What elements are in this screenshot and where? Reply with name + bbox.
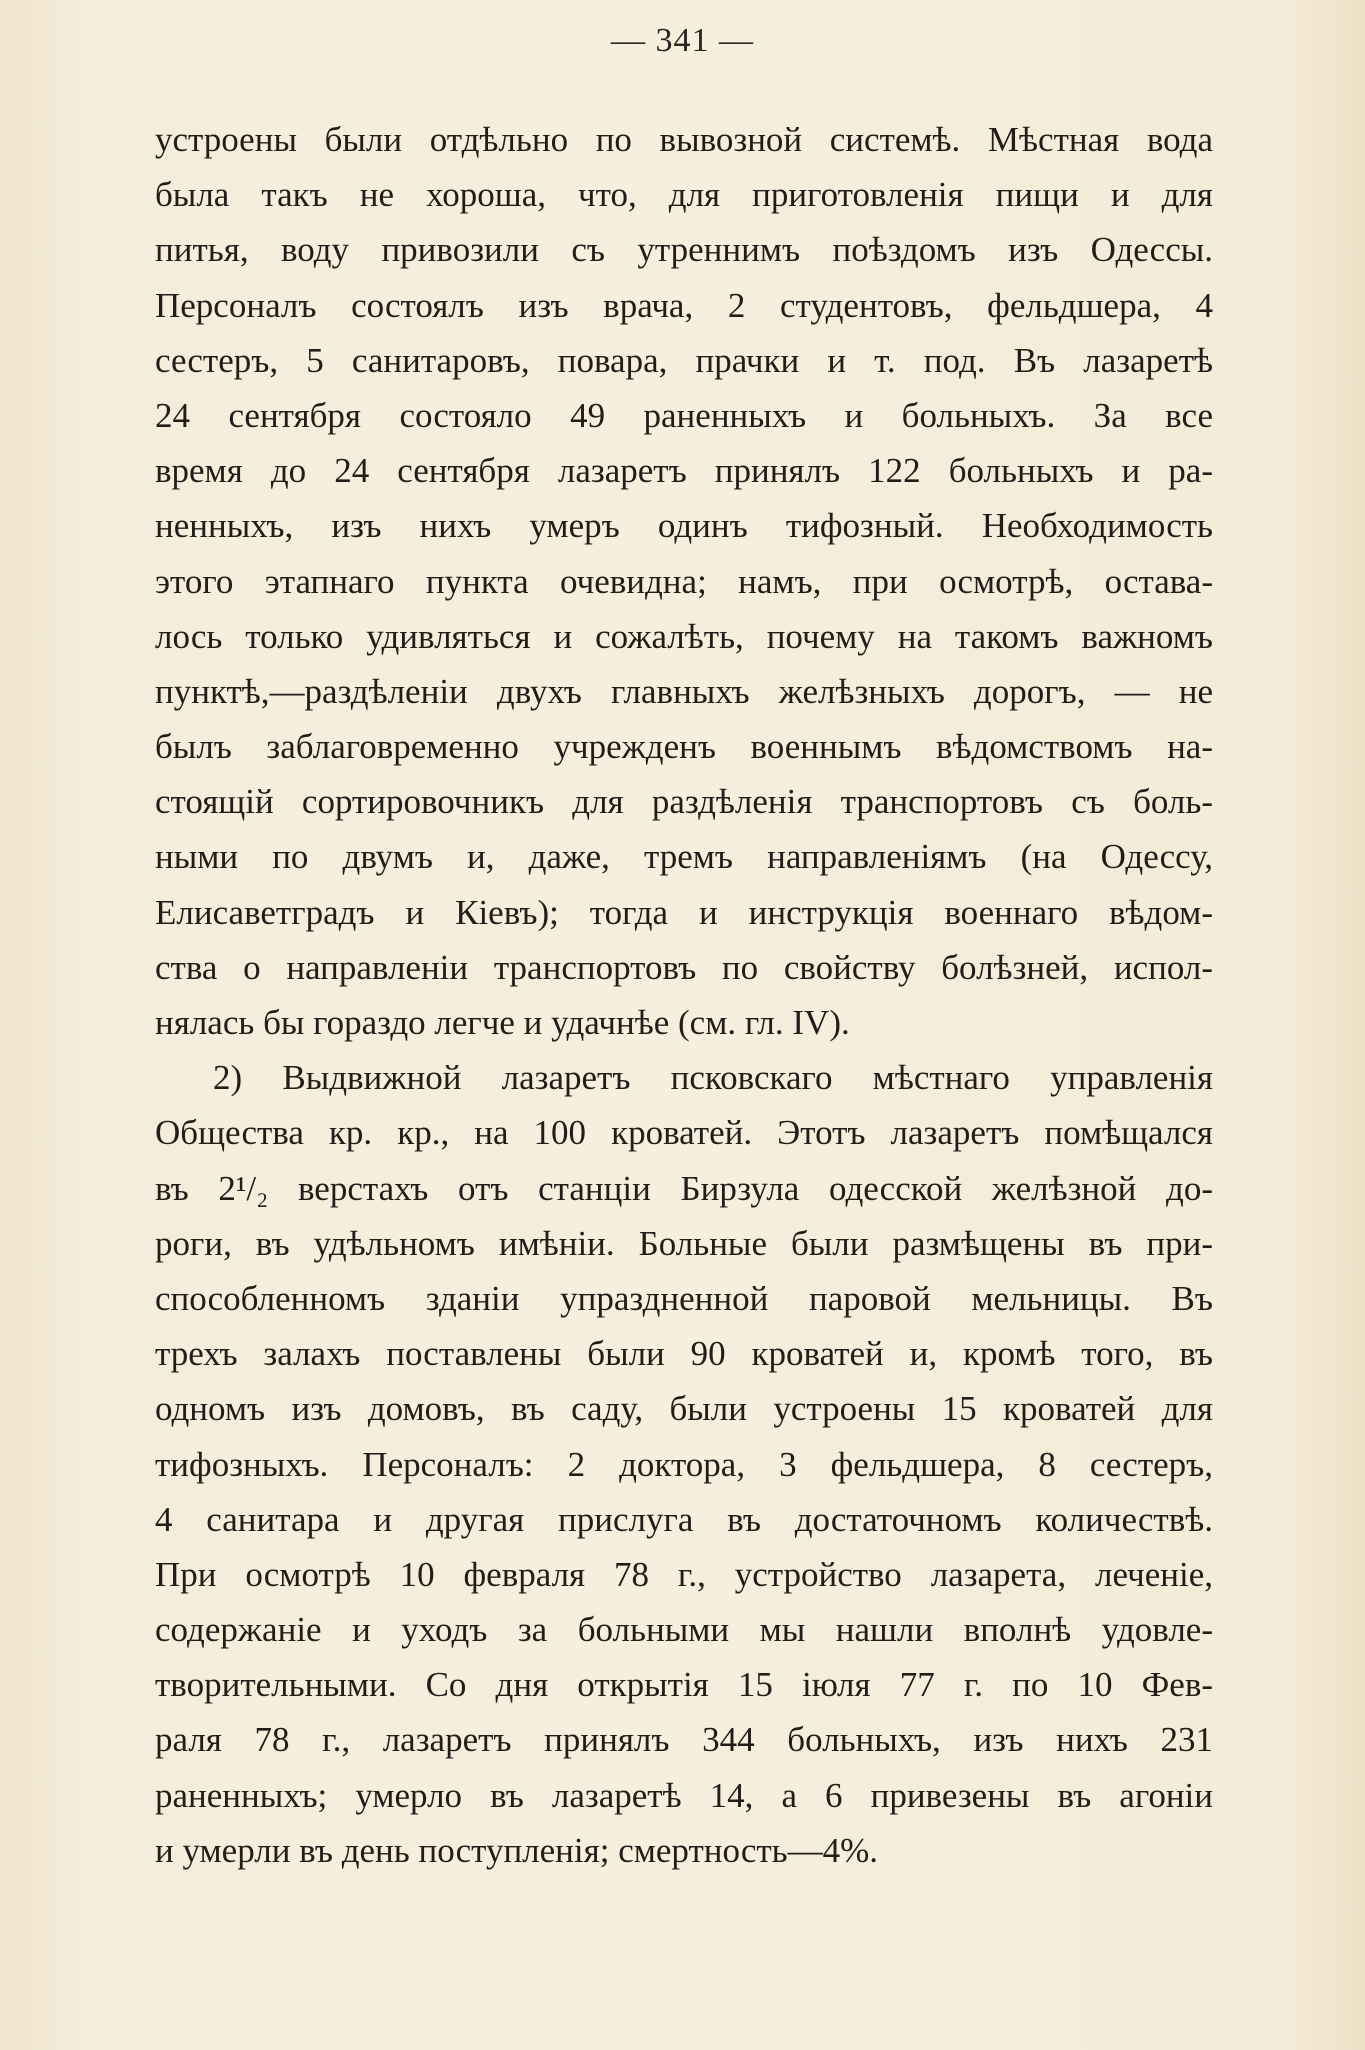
paragraph-end-line: и умерли въ день поступленія; смертность—4%. [155, 1830, 879, 1870]
paragraph-start-line: 2) Выдвижной лазаретъ псковскаго мѣстнаго управленія [213, 1058, 1213, 1098]
text-line: содержаніе и уходъ за больными мы нашли вполнѣ удовле- [155, 1610, 1213, 1650]
text-line: трехъ залахъ поставлены были 90 кроватей и, кромѣ того, въ [155, 1334, 1213, 1374]
text-line: раненныхъ; умерло въ лазаретѣ 14, а 6 привезены въ агоніи [155, 1775, 1213, 1815]
text-line: ненныхъ, изъ нихъ умеръ одинъ тифозный. Необходимость [155, 506, 1213, 546]
text-line: тифозныхъ. Персоналъ: 2 доктора, 3 фельдшера, 8 сестеръ, [155, 1444, 1213, 1484]
text-line: въ 2¹/₂ верстахъ отъ станціи Бирзула одесской желѣзной до- [155, 1168, 1213, 1208]
text-line: была такъ не хороша, что, для приготовленія пищи и для [155, 175, 1213, 215]
page-number: — 341 — [611, 22, 754, 59]
paragraph-end-line: нялась бы гораздо легче и удачнѣе (см. гл. IV). [155, 1003, 850, 1042]
text-line: стоящій сортировочникъ для раздѣленія транспортовъ съ боль- [155, 782, 1213, 822]
text-line: лось только удивляться и сожалѣть, почему на такомъ важномъ [155, 616, 1213, 656]
text-line: время до 24 сентября лазаретъ принялъ 122 больныхъ и ра- [155, 451, 1213, 491]
text-line: Елисаветградъ и Кіевъ); тогда и инструкція военнаго вѣдом- [155, 892, 1213, 932]
text-line: сестеръ, 5 санитаровъ, повара, прачки и т. под. Въ лазаретѣ [155, 340, 1213, 380]
text-line: раля 78 г., лазаретъ принялъ 344 больныхъ, изъ нихъ 231 [155, 1720, 1213, 1760]
text-line: Персоналъ состоялъ изъ врача, 2 студентовъ, фельдшера, 4 [155, 285, 1213, 325]
text-line: способленномъ зданіи упраздненной паровой мельницы. Въ [155, 1278, 1213, 1318]
text-line: 4 санитара и другая прислуга въ достаточномъ количествѣ. [155, 1499, 1213, 1539]
text-line: творительными. Со дня открытія 15 іюля 77 г. по 10 Фев- [155, 1665, 1213, 1705]
text-line: роги, въ удѣльномъ имѣніи. Больные были размѣщены въ при- [155, 1223, 1213, 1263]
text-line: былъ заблаговременно учрежденъ военнымъ вѣдомствомъ на- [155, 727, 1213, 767]
text-line: 24 сентября состояло 49 раненныхъ и больныхъ. За все [155, 395, 1213, 435]
text-line: устроены были отдѣльно по вывозной системѣ. Мѣстная вода [155, 120, 1213, 159]
text-line: ными по двумъ и, даже, тремъ направленіямъ (на Одессу, [155, 837, 1213, 877]
text-line: пунктѣ,—раздѣленіи двухъ главныхъ желѣзныхъ дорогъ, — не [155, 671, 1213, 711]
text-line: ства о направленіи транспортовъ по свойству болѣзней, испол- [155, 947, 1213, 987]
body-text [155, 112, 1213, 1878]
text-line: При осмотрѣ 10 февраля 78 г., устройство лазарета, леченіе, [155, 1554, 1213, 1594]
text-line: одномъ изъ домовъ, въ саду, были устроены 15 кроватей для [155, 1389, 1213, 1429]
text-line: питья, воду привозили съ утреннимъ поѣздомъ изъ Одессы. [155, 230, 1213, 270]
text-line: этого этапнаго пункта очевидна; намъ, при осмотрѣ, остава- [155, 561, 1213, 601]
text-line: Общества кр. кр., на 100 кроватей. Этотъ лазаретъ помѣщался [155, 1113, 1213, 1153]
